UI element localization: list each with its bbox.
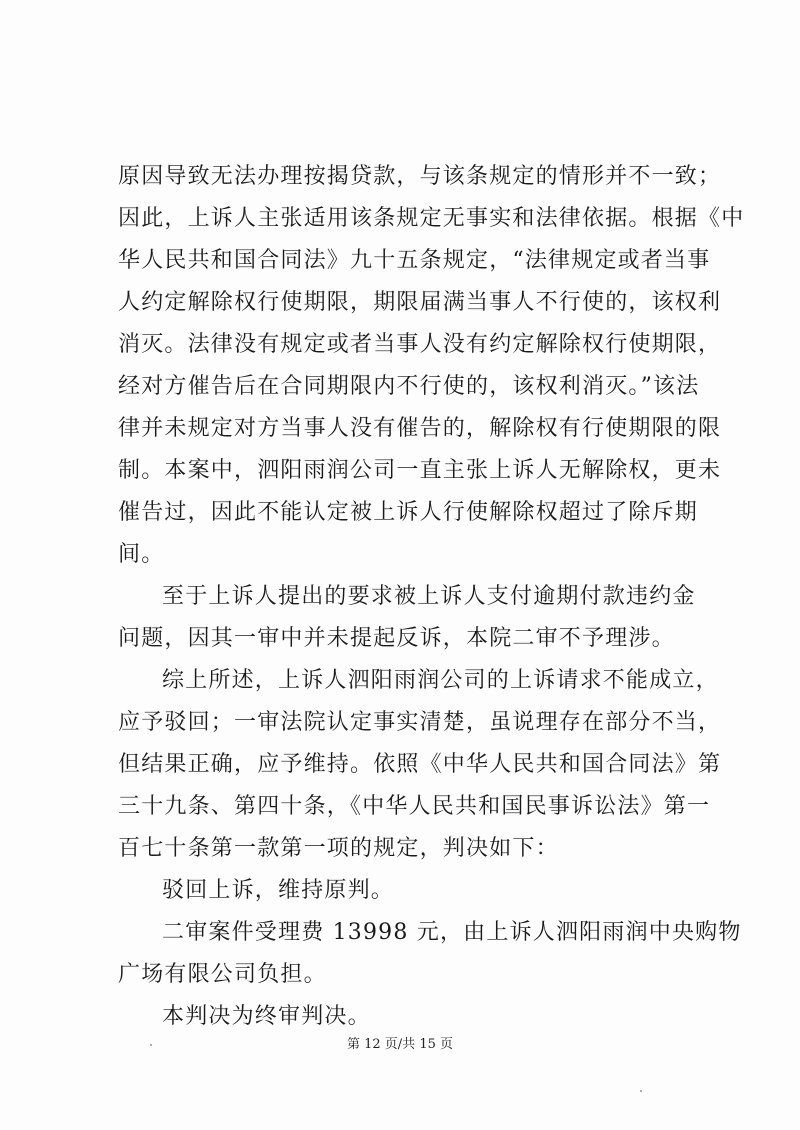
page-number-footer: 第 12 页/共 15 页 — [347, 1037, 453, 1052]
judgment-line: 驳回上诉，维持原判。 — [162, 878, 395, 903]
paragraph-first-line: 至于上诉人提出的要求被上诉人支付逾期付款违约金 — [162, 584, 696, 609]
body-line: 应予驳回；一审法院认定事实清楚，虽说理存在部分不当， — [118, 710, 722, 735]
body-line: 广场有限公司负担。 — [118, 962, 327, 987]
paragraph-first-line: 综上所述，上诉人泗阳雨润公司的上诉请求不能成立， — [162, 668, 719, 693]
body-line: 律并未规定对方当事人没有催告的，解除权有行使期限的限 — [118, 416, 722, 441]
body-line: 经对方催告后在合同期限内不行使的，该权利消灭。”该法 — [118, 374, 700, 399]
body-line: 华人民共和国合同法》九十五条规定，“法律规定或者当事 — [118, 248, 711, 273]
body-line: 间。 — [118, 542, 165, 567]
body-line: 制。本案中，泗阳雨润公司一直主张上诉人无解除权，更未 — [118, 458, 722, 483]
body-line: 但结果正确，应予维持。依照《中华人民共和国合同法》第 — [118, 752, 722, 777]
paragraph-first-line: 二审案件受理费 13998 元，由上诉人泗阳雨润中央购物 — [162, 920, 742, 945]
body-line: 因此，上诉人主张适用该条规定无事实和法律依据。根据《中 — [118, 206, 745, 231]
body-line: 问题，因其一审中并未提起反诉，本院二审不予理涉。 — [118, 626, 675, 651]
scan-speck — [150, 1044, 152, 1046]
body-line: 三十九条、第四十条，《中华人民共和国民事诉讼法》第一 — [118, 794, 711, 819]
body-line: 消灭。法律没有规定或者当事人没有约定解除权行使期限， — [118, 332, 722, 357]
body-line: 人约定解除权行使期限，期限届满当事人不行使的，该权利 — [118, 290, 722, 315]
final-judgment-line: 本判决为终审判决。 — [162, 1004, 371, 1029]
scan-speck — [640, 1090, 642, 1092]
body-line: 百七十条第一款第一项的规定，判决如下： — [118, 836, 559, 861]
body-line: 原因导致无法办理按揭贷款，与该条规定的情形并不一致； — [118, 164, 722, 189]
body-line: 催告过，因此不能认定被上诉人行使解除权超过了除斥期 — [118, 500, 699, 525]
